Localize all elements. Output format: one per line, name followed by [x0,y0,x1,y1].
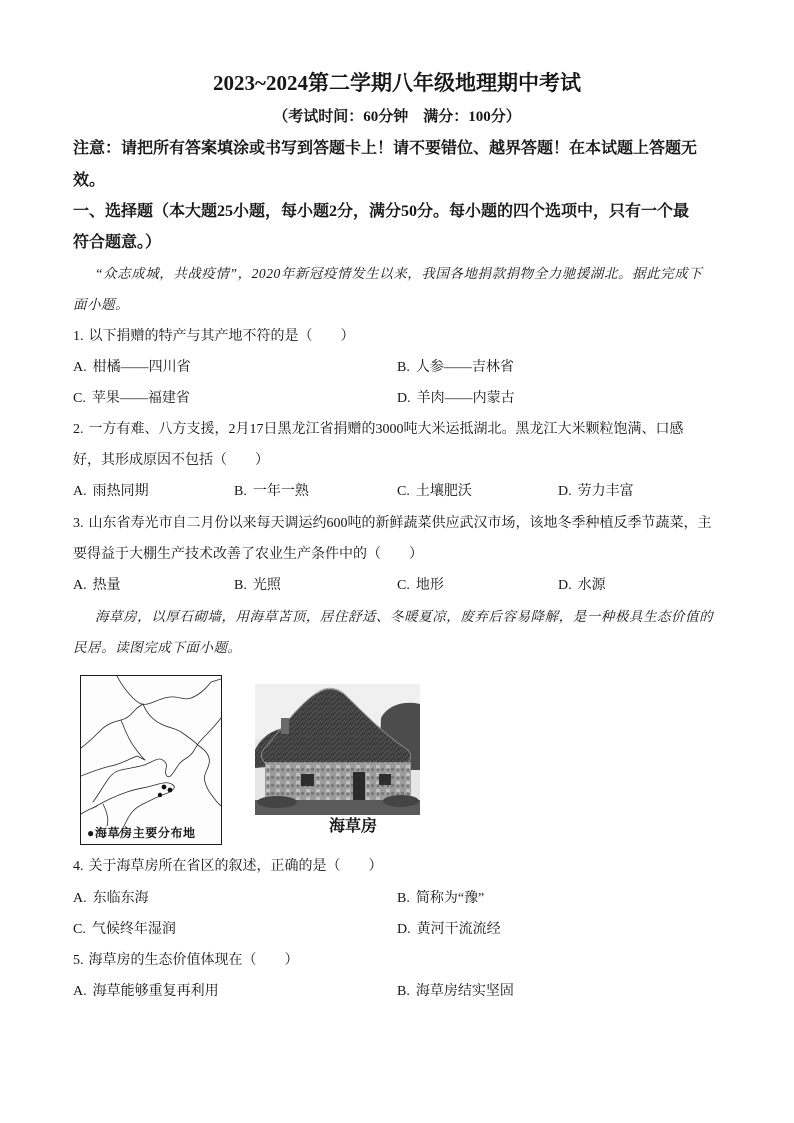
option-text: 劳力丰富 [577,484,634,500]
option [73,914,176,945]
map-drawing [81,676,221,844]
option-label: A. [73,484,87,500]
map-coastline [93,759,181,802]
option-text: 柑橘——四川省 [92,359,191,375]
option-row [73,352,753,383]
option [397,383,515,414]
exam-body-top [73,133,753,663]
distribution-marker [168,788,173,793]
option-label: D. [397,921,411,937]
option-text: 东临东海 [92,890,149,906]
option-label: A. [73,890,87,906]
option-label: B. [397,984,410,1000]
passage-line: 海草房，以厚石砌墙，用海草苫顶，居住舒适、冬暖夏凉，废弃后容易降解，是一种极具生态价值的 [95,609,714,625]
map-border-line [117,676,221,704]
option [397,976,514,1007]
option-label: C. [397,484,410,500]
photo-drawing [255,684,420,815]
question-stem-continued: 好，其形成原因不包括（ ） [73,453,269,469]
window [379,774,391,785]
option [73,570,121,601]
option-label: B. [397,359,410,375]
question-stem [73,851,753,882]
question-number: 4. [73,859,84,875]
option [234,476,309,507]
question-number: 3. [73,515,84,531]
option-row [73,883,753,914]
option-row [73,914,753,945]
option [397,570,444,601]
passage-line: 面小题。 [73,297,130,313]
question-stem-text: 关于海草房所在省区的叙述，正确的是（ ） [88,859,383,875]
option [397,914,501,945]
option-label: A. [73,984,87,1000]
option-text: 人参——吉林省 [415,359,514,375]
option [558,476,634,507]
option [234,570,281,601]
option-text: 水源 [577,578,606,594]
question-stem [73,508,753,539]
exam-title: 2023~2024第二学期八年级地理期中考试 [213,71,581,95]
question-number: 2. [73,422,84,438]
option-row [73,570,753,601]
option-text: 气候终年湿润 [91,921,176,937]
option-text: 简称为“豫” [415,890,485,906]
question-stem-text: 山东省寿光市自二月份以来每天调运约600吨的新鲜蔬菜供应武汉市场，该地冬季种植反季节蔬菜，主 [88,515,712,531]
option-label: C. [73,921,86,937]
question-stem [73,321,753,352]
option [73,383,190,414]
map-border-line [81,756,145,776]
option [397,352,514,383]
option-text: 海草房结实坚固 [415,984,514,1000]
map-border-line [181,718,221,762]
distribution-marker [158,793,162,797]
option-label: B. [234,578,247,594]
question-stem [73,414,753,445]
bush [383,795,419,807]
option-label: A. [73,578,87,594]
notice-line: 注意：请把所有答案填涂或书写到答题卡上！请不要错位、越界答题！在本试题上答题无 [73,140,698,158]
option-label: B. [234,484,247,500]
door [353,772,365,801]
bush [257,796,297,808]
question-stem-text: 以下捐赠的特产与其产地不符的是（ ） [88,328,355,344]
option-text: 黄河干流流经 [416,921,501,937]
photo-caption: 海草房 [329,818,378,835]
option-text: 海草能够重复再利用 [92,984,219,1000]
option-label: B. [397,890,410,906]
option [73,883,149,914]
exam-body-bottom [73,851,753,1007]
option [397,883,484,914]
section-heading-line: 符合题意。） [73,233,162,251]
option-label: D. [558,578,572,594]
option-row [73,976,753,1007]
question-stem-text: 海草房的生态价值体现在（ ） [88,952,299,968]
option [397,476,472,507]
passage-line: “众志成城，共战疫情”，2020年新冠疫情发生以来，我国各地捐款捐物全力驰援湖北。据此完成下 [95,266,703,282]
distribution-map [80,675,222,845]
question-number: 5. [73,952,84,968]
option [73,476,149,507]
option-text: 羊肉——内蒙古 [416,390,515,406]
option [73,976,219,1007]
option-row [73,383,753,414]
option-text: 地形 [415,578,444,594]
seaweed-house-photo [255,684,420,815]
option-text: 一年一熟 [252,484,309,500]
option-label: C. [73,390,86,406]
map-border-line [103,804,108,826]
option-text: 苹果——福建省 [91,390,190,406]
window [301,774,314,786]
option [73,352,191,383]
option-text: 雨热同期 [92,484,149,500]
option-label: C. [397,578,410,594]
notice-line: 效。 [73,171,106,189]
option-label: D. [397,390,411,406]
map-border-line [81,806,97,814]
question-stem [73,945,753,976]
option [558,570,606,601]
option-row [73,476,753,507]
map-border-line [121,720,145,760]
map-border-line [143,704,199,746]
section-heading-line: 一、选择题（本大题25小题，每小题2分，满分50分。每小题的四个选项中，只有一个最 [73,202,690,220]
option-text: 热量 [92,578,121,594]
map-border-line [81,704,143,748]
distribution-marker [162,785,167,790]
option-label: A. [73,359,87,375]
map-caption: ●海草房主要分布地 [87,826,196,840]
chimney [281,718,289,734]
question-number: 1. [73,328,84,344]
exam-subtitle: （考试时间：60分钟 满分：100分） [273,109,521,125]
option-label: D. [558,484,572,500]
question-stem-text: 一方有难、八方支援，2月17日黑龙江省捐赠的3000吨大米运抵湖北。黑龙江大米颗粒饱满、口感 [88,422,684,438]
map-coastline [199,746,221,806]
option-text: 土壤肥沃 [415,484,472,500]
passage-line: 民居。读图完成下面小题。 [73,640,242,656]
question-stem-continued: 要得益于大棚生产技术改善了农业生产条件中的（ ） [73,546,423,562]
option-text: 光照 [252,578,281,594]
